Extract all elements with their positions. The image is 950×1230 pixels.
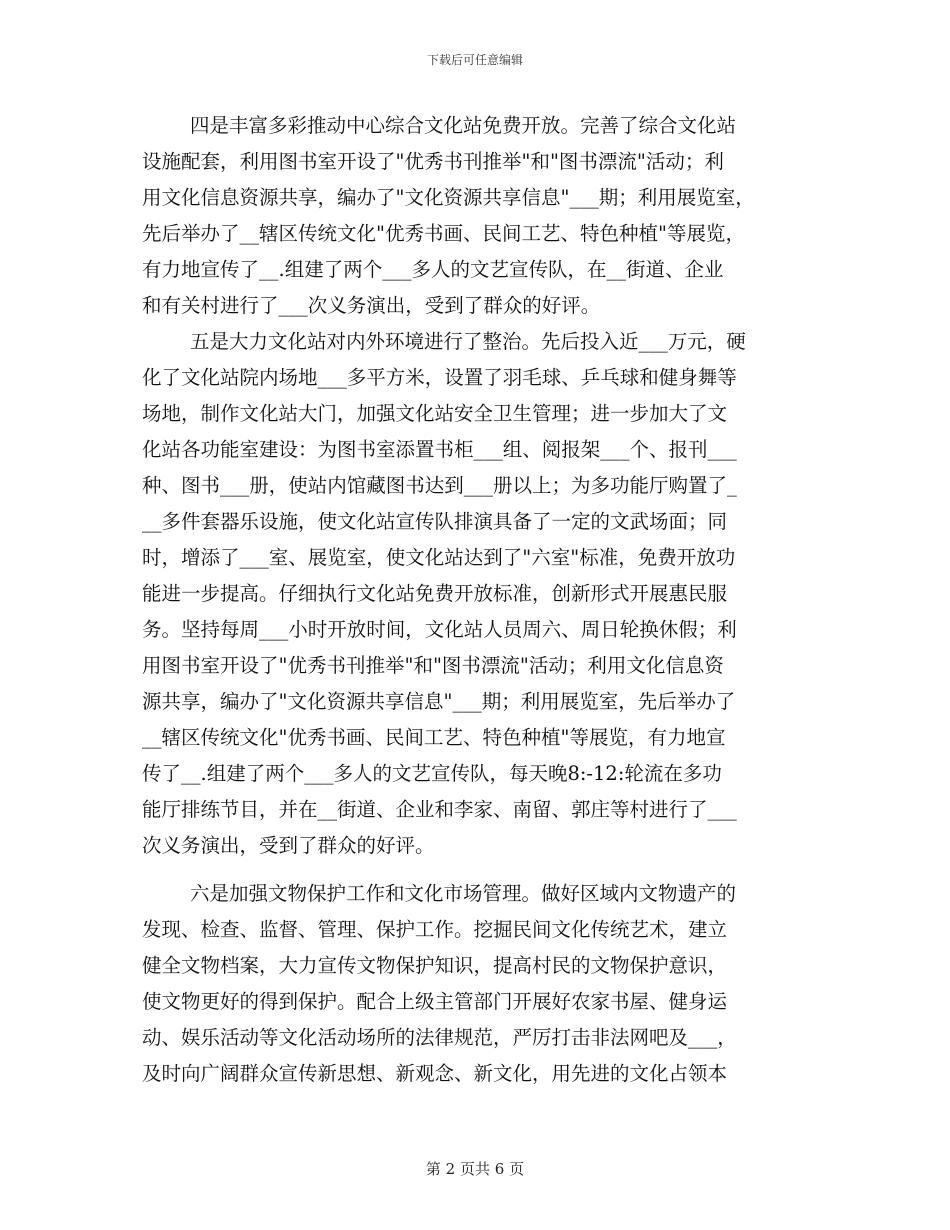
paragraph-spacing [142, 864, 822, 876]
text-line: 务。坚持每周___小时开放时间，文化站人员周六、周日轮换休假；利 [142, 618, 737, 641]
paragraph-6 [142, 876, 822, 1092]
text-line: 用文化信息资源共享，编办了"文化资源共享信息"___期；利用展览室， [142, 186, 755, 209]
page-number: 第 2 页共 6 页 [425, 1160, 525, 1178]
text-line: 设施配套，利用图书室开设了"优秀书刊推举"和"图书漂流"活动；利 [142, 150, 724, 173]
text-line: 时，增添了___室、展览室，使文化站达到了"六室"标准，免费开放功 [142, 546, 736, 569]
text-line: 四是丰富多彩推动中心综合文化站免费开放。完善了综合文化站 [190, 114, 737, 137]
text-line: 五是大力文化站对内外环境进行了整治。先后投入近___万元，硬 [190, 330, 746, 353]
text-line: 六是加强文物保护工作和文化市场管理。做好区域内文物遗产的 [190, 882, 737, 905]
text-line: 化站各功能室建设：为图书室添置书柜___组、阅报架___个、报刊___ [142, 438, 737, 461]
text-line: 健全文物档案，大力宣传文物保护知识，提高村民的文物保护意识， [142, 954, 728, 977]
text-line: 能进一步提高。仔细执行文化站免费开放标准，创新形式开展惠民服 [142, 582, 728, 605]
text-line: 用图书室开设了"优秀书刊推举"和"图书漂流"活动；利用文化信息资 [142, 654, 724, 677]
page-header: 下载后可任意编辑 [426, 53, 523, 67]
text-line: 次义务演出，受到了群众的好评。 [142, 834, 435, 857]
document-body [142, 108, 822, 1092]
text-line: __多件套器乐设施，使文化站宣传队排演具备了一定的文武场面；同 [142, 510, 728, 533]
text-line: 和有关村进行了___次义务演出，受到了群众的好评。 [142, 294, 601, 317]
text-line: 动、娱乐活动等文化活动场所的法律规范，严厉打击非法网吧及___， [142, 1026, 737, 1049]
text-line: 先后举办了__辖区传统文化"优秀书画、民间工艺、特色种植"等展览， [142, 222, 745, 245]
text-line: 种、图书___册，使站内馆藏图书达到___册以上；为多功能厅购置了_ [142, 474, 737, 497]
text-line: 传了__.组建了两个___多人的文艺宣传队，每天晚8:-12:轮流在多功 [142, 762, 722, 785]
text-line: 使文物更好的得到保护。配合上级主管部门开展好农家书屋、健身运 [142, 990, 728, 1013]
text-line: __辖区传统文化"优秀书画、民间工艺、特色种植"等展览，有力地宣 [142, 726, 726, 749]
text-line: 及时向广阔群众宣传新思想、新观念、新文化，用先进的文化占领本 [142, 1062, 728, 1085]
text-line: 场地，制作文化站大门，加强文化站安全卫生管理；进一步加大了文 [142, 402, 728, 425]
text-line: 能厅排练节目，并在__街道、企业和李家、南留、郭庄等村进行了___ [142, 798, 737, 821]
text-line: 有力地宣传了__.组建了两个___多人的文艺宣传队，在__街道、企业 [142, 258, 724, 281]
text-line: 源共享，编办了"文化资源共享信息"___期；利用展览室，先后举办了 [142, 690, 736, 713]
text-line: 化了文化站院内场地___多平方米，设置了羽毛球、乒乓球和健身舞等 [142, 366, 737, 389]
text-line: 发现、检查、监督、管理、保护工作。挖掘民间文化传统艺术，建立 [142, 918, 728, 941]
paragraph-5 [142, 324, 822, 864]
paragraph-4 [142, 108, 822, 324]
